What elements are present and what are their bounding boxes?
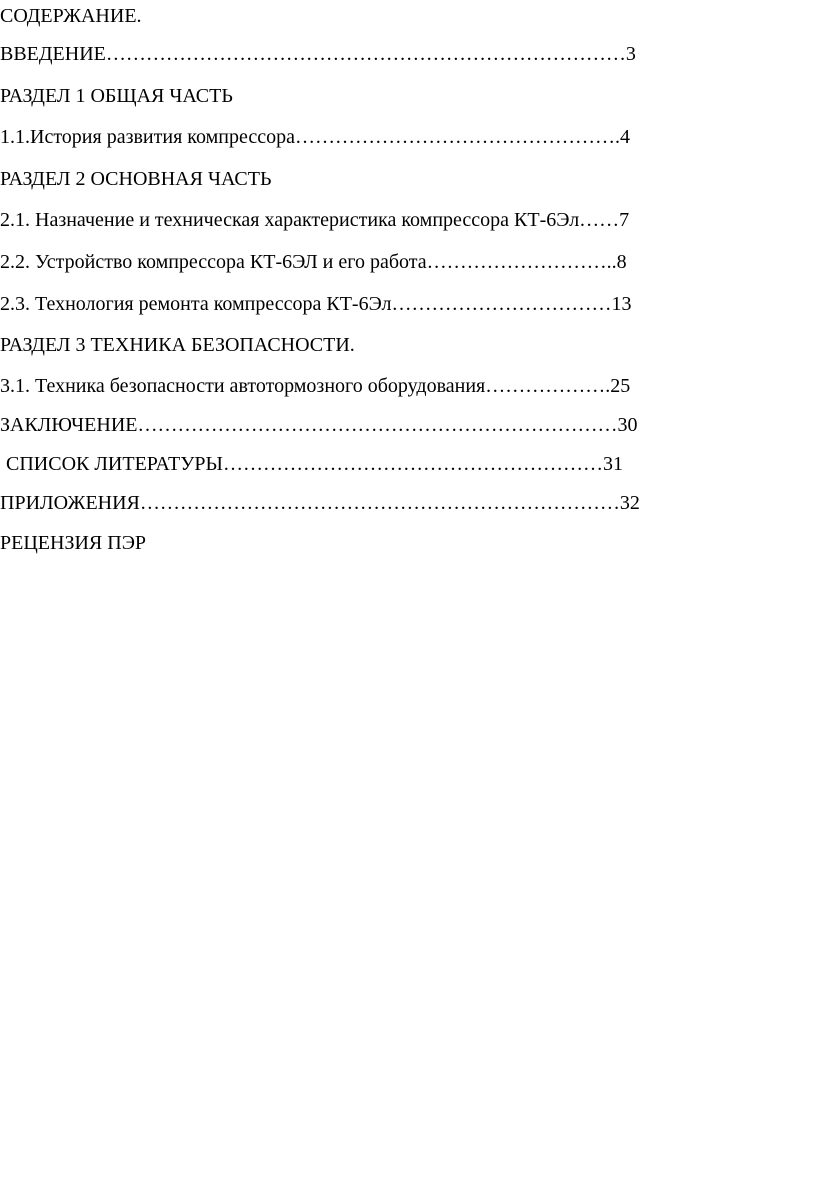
toc-entry-appendices: ПРИЛОЖЕНИЯ………………………………………………………………32 — [0, 492, 640, 514]
toc-entry-references: СПИСОК ЛИТЕРАТУРЫ…………………………………………………31 — [6, 453, 623, 475]
toc-entry-2-3: 2.3. Технология ремонта компрессора КТ-6Эл……………………………13 — [0, 293, 632, 315]
toc-section-3: РАЗДЕЛ 3 ТЕХНИКА БЕЗОПАСНОСТИ. — [0, 334, 355, 356]
toc-entry-review: РЕЦЕНЗИЯ ПЭР — [0, 532, 147, 554]
toc-entry-2-1: 2.1. Назначение и техническая характеристика компрессора КТ-6Эл……7 — [0, 209, 630, 231]
toc-entry-1-1: 1.1.История развития компрессора………………………………………….4 — [0, 126, 630, 148]
toc-section-1: РАЗДЕЛ 1 ОБЩАЯ ЧАСТЬ — [0, 85, 233, 107]
toc-section-2: РАЗДЕЛ 2 ОСНОВНАЯ ЧАСТЬ — [0, 168, 272, 190]
toc-title: СОДЕРЖАНИЕ. — [0, 5, 142, 27]
toc-entry-3-1: 3.1. Техника безопасности автотормозного оборудования……………….25 — [0, 375, 631, 397]
toc-entry-conclusion: ЗАКЛЮЧЕНИЕ………………………………………………………………30 — [0, 414, 638, 436]
toc-entry-introduction: ВВЕДЕНИЕ……………………………………………………………………3 — [0, 43, 636, 65]
toc-entry-2-2: 2.2. Устройство компрессора КТ-6ЭЛ и его работа………………………..8 — [0, 251, 627, 273]
